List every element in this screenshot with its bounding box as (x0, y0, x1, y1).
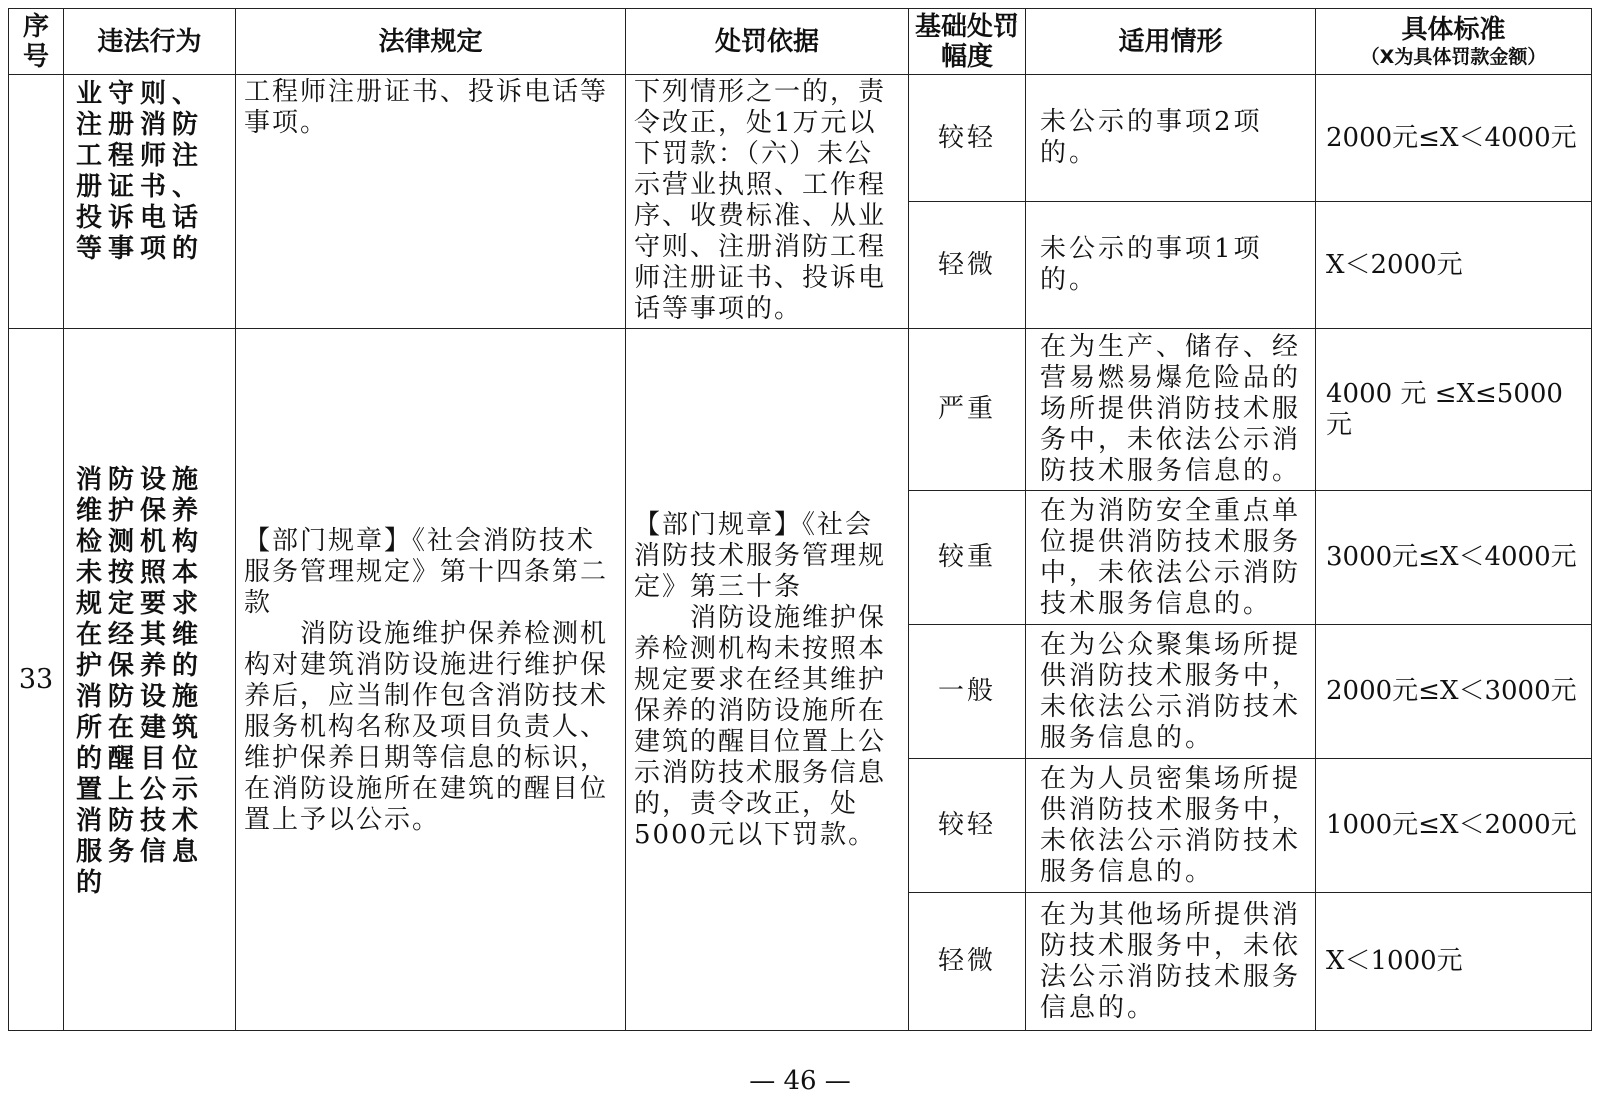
level-cell: 轻微 (909, 202, 1026, 329)
header-range: 基础处罚幅度 (909, 9, 1026, 75)
standard-cell: X＜2000元 (1316, 202, 1592, 329)
penalty-standards-table (8, 8, 1592, 1031)
situation-cell: 在为公众聚集场所提供消防技术服务中，未依法公示消防技术服务信息的。 (1026, 625, 1316, 759)
violation-cell: 消防设施维护保养检测机构未按照本规定要求在经其维护保养的消防设施所在建筑的醒目位置上公示消防技术服务信息的 (64, 329, 236, 1031)
header-standard (1316, 9, 1592, 75)
legal-provision-cell: 工程师注册证书、投诉电话等事项。 (236, 75, 626, 329)
situation-cell: 在为人员密集场所提供消防技术服务中，未依法公示消防技术服务信息的。 (1026, 759, 1316, 893)
standard-cell: X＜1000元 (1316, 893, 1592, 1031)
header-basis: 处罚依据 (626, 9, 909, 75)
situation-cell: 在为其他场所提供消防技术服务中，未依法公示消防技术服务信息的。 (1026, 893, 1316, 1031)
standard-cell: 3000元≤X＜4000元 (1316, 491, 1592, 625)
header-standard-note: （X为具体罚款金额） (1360, 45, 1547, 68)
level-cell: 较轻 (909, 75, 1026, 202)
standard-cell: 2000元≤X＜4000元 (1316, 75, 1592, 202)
standard-cell: 2000元≤X＜3000元 (1316, 625, 1592, 759)
level-cell: 较重 (909, 491, 1026, 625)
standard-cell: 1000元≤X＜2000元 (1316, 759, 1592, 893)
header-act: 违法行为 (64, 9, 236, 75)
seq-cell (9, 75, 64, 329)
situation-cell: 未公示的事项2项的。 (1026, 75, 1316, 202)
page-number: — 46 — (749, 1066, 851, 1096)
level-cell: 严重 (909, 329, 1026, 491)
table-row (9, 75, 1592, 202)
level-cell: 较轻 (909, 759, 1026, 893)
header-seq: 序号 (9, 9, 64, 75)
situation-cell: 未公示的事项1项的。 (1026, 202, 1316, 329)
situation-cell: 在为生产、储存、经营易燃易爆危险品的场所提供消防技术服务中，未依法公示消防技术服务信息的。 (1026, 329, 1316, 491)
violation-cell: 业守则、注册消防工程师注册证书、投诉电话等事项的 (64, 75, 236, 329)
header-row (9, 9, 1592, 75)
header-law: 法律规定 (236, 9, 626, 75)
penalty-basis-cell: 【部门规章】《社会消防技术服务管理规定》第三十条 消防设施维护保养检测机构未按照本规定要求在经其维护保养的消防设施所在建筑的醒目位置上公示消防技术服务信息的，责令改正，处5000元以下罚款。 (626, 329, 909, 1031)
seq-cell: 33 (9, 329, 64, 1031)
situation-cell: 在为消防安全重点单位提供消防技术服务中，未依法公示消防技术服务信息的。 (1026, 491, 1316, 625)
header-standard-label: 具体标准 (1401, 14, 1506, 45)
penalty-basis-cell: 下列情形之一的，责令改正，处1万元以下罚款：（六）未公示营业执照、工作程序、收费标准、从业守则、注册消防工程师注册证书、投诉电话等事项的。 (626, 75, 909, 329)
header-situation: 适用情形 (1026, 9, 1316, 75)
level-cell: 轻微 (909, 893, 1026, 1031)
legal-provision-cell: 【部门规章】《社会消防技术服务管理规定》第十四条第二款 消防设施维护保养检测机构对建筑消防设施进行维护保养后，应当制作包含消防技术服务机构名称及项目负责人、维护保养日期等信息的标识，在消防设施所在建筑的醒目位置上予以公示。 (236, 329, 626, 1031)
standard-cell: 4000 元 ≤X≤5000元 (1316, 329, 1592, 491)
table-row (9, 329, 1592, 491)
level-cell: 一般 (909, 625, 1026, 759)
